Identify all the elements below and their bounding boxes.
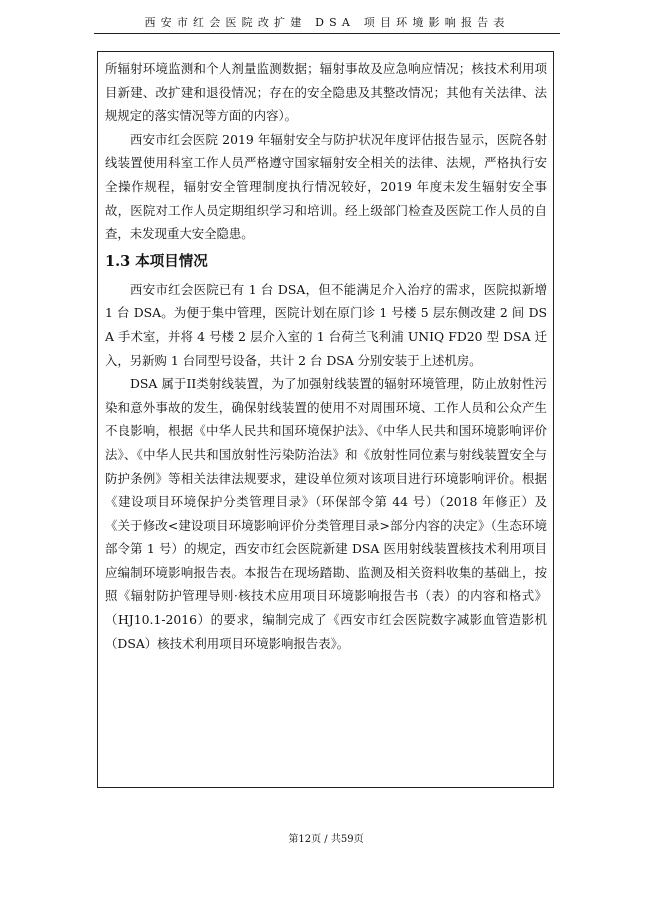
section-title: 1.3 本项目情况 — [105, 252, 208, 270]
header-divider — [94, 33, 560, 34]
page-number: 第12页 / 共59页 — [288, 834, 364, 845]
document-header: 西安市红会医院改扩建 DSA 项目环境影响报告表 — [144, 16, 510, 29]
content-frame — [97, 51, 554, 788]
paragraph-legal-basis: DSA 属于II类射线装置，为了加强射线装置的辐射环境管理，防止放射性污染和意外事故的发生，确保射线装置的使用不对周围环境、工作人员和公众产生不良影响，根据《中华人民共和国环境保护法》、《中华人民共和国环境影响评价法》、《中华人民共和国放射性污染防治法》和《放射性同位素与射线装置安全与防护条例》等相关法律法规要求，建设单位须对该项目进行环境影响评价。根据《建设项目环境保护分类管理目录》（环保部令第 44 号）（2018 年修正）及《关于修改<建设项目环境影响评价分类管理目录>部分内容的决定》（生态环境部令第 1 号）的规定，西安市红会医院新建 DSA 医用射线装置核技术利用项目应编制环境影响报告表。本报告在现场踏勘、监测及相关资料收集的基础上，按照《辐射防护管理导则·核技术应用项目环境影响报告书（表）的内容和格式》（HJ10.1-2016）的要求，编制完成了《西安市红会医院数字减影血管造影机（DSA）核技术利用项目环境影响报告表》。 — [105, 376, 547, 651]
paragraph-continuation: 所辐射环境监测和个人剂量监测数据；辐射事故及应急响应情况；核技术利用项目新建、改扩建和退役情况；存在的安全隐患及其整改情况；其他有关法律、法规规定的落实情况等方面的内容）。 — [105, 61, 547, 124]
paragraph-project-overview: 西安市红会医院已有 1 台 DSA，但不能满足介入治疗的需求，医院拟新增 1 台 DSA。为便于集中管理，医院计划在原门诊 1 号楼 5 层东侧改建 2 间 DSA 手术室，并将 4 号楼 2 层介入室的 1 台荷兰飞利浦 UNIQ FD20 型 DSA 迁入，另新购 1 台同型号设备，共计 2 台 DSA 分别安装于上述机房。 — [105, 281, 547, 368]
paragraph-safety-assessment: 西安市红会医院 2019 年辐射安全与防护状况年度评估报告显示，医院各射线装置使用科室工作人员严格遵守国家辐射安全相关的法律、法规，严格执行安全操作规程，辐射安全管理制度执行情况较好，2019 年度未发生辐射安全事故，医院对工作人员定期组织学习和培训。经上级部门检查及医院工作人员的自查，未发现重大安全隐患。 — [105, 131, 547, 242]
content-body — [105, 57, 547, 655]
